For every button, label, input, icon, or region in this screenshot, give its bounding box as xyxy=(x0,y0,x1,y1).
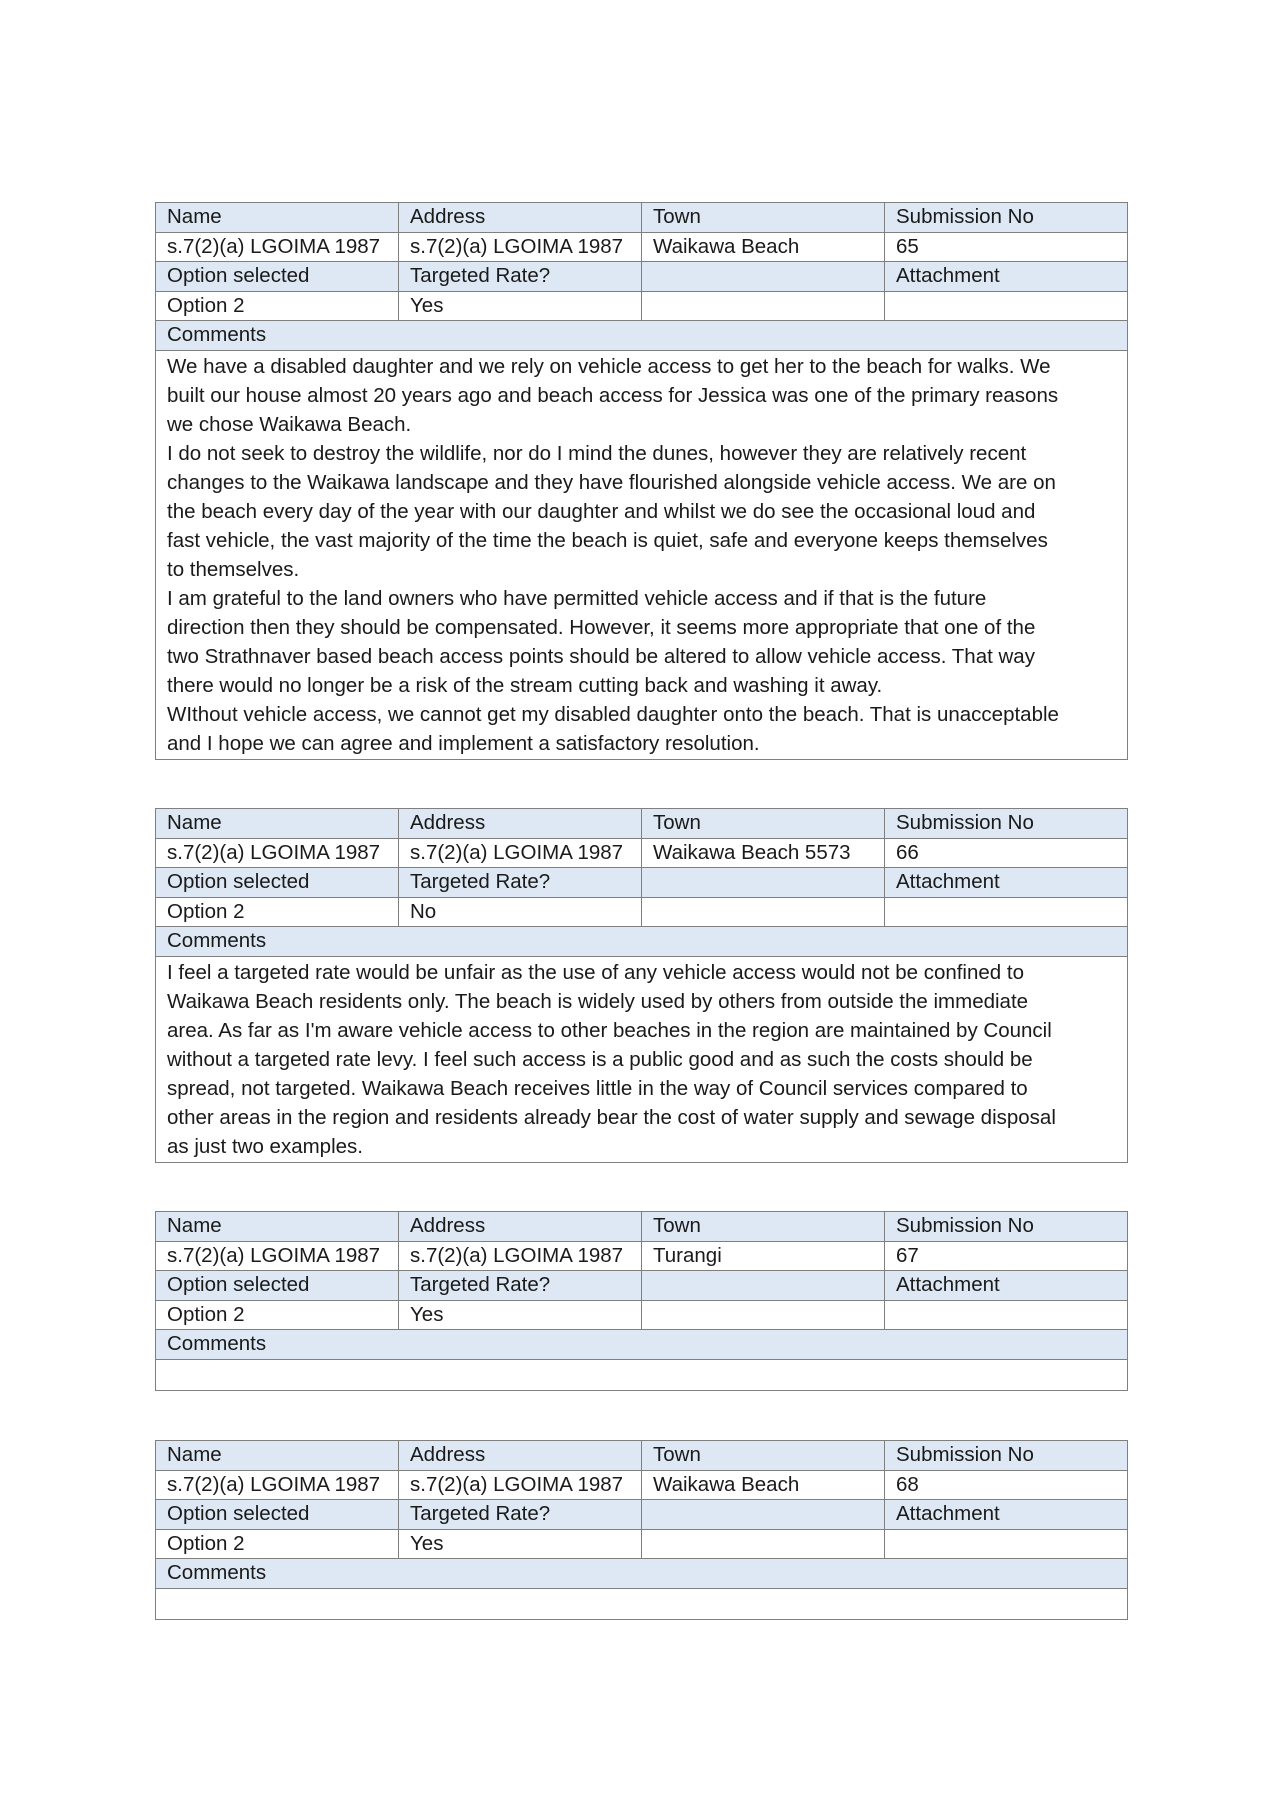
blank-value xyxy=(642,291,885,321)
option-header-row xyxy=(156,1271,1128,1301)
comments-row xyxy=(156,350,1128,759)
comments-row xyxy=(156,956,1128,1162)
targeted-rate-value: Yes xyxy=(399,1300,642,1330)
option-selected-header: Option selected xyxy=(156,868,399,898)
name-header: Name xyxy=(156,1212,399,1242)
value-row xyxy=(156,232,1128,262)
comments-text: I feel a targeted rate would be unfair as the use of any vehicle access would not be confined to Waikawa Beach residents only. The beach is widely used by others from outside the immediate area. As far as I'm aware vehicle access to other beaches in the region are maintained by Council without a targeted rate levy. I feel such access is a public good and as such the costs should be spread, not targeted. Waikawa Beach receives little in the way of Council services compared to other areas in the region and residents already bear the cost of water supply and sewage disposal as just two examples. xyxy=(156,956,1128,1162)
name-header: Name xyxy=(156,1441,399,1471)
option-selected-value: Option 2 xyxy=(156,291,399,321)
comments-label: Comments xyxy=(156,1330,1128,1360)
comments-text xyxy=(156,1588,1128,1620)
submission-table xyxy=(155,1440,1128,1620)
submission-no-header: Submission No xyxy=(885,203,1128,233)
attachment-header: Attachment xyxy=(885,1500,1128,1530)
submission-no-header: Submission No xyxy=(885,809,1128,839)
submission-no-value: 67 xyxy=(885,1241,1128,1271)
name-value: s.7(2)(a) LGOIMA 1987 xyxy=(156,1470,399,1500)
option-selected-header: Option selected xyxy=(156,262,399,292)
town-value: Waikawa Beach xyxy=(642,232,885,262)
attachment-header: Attachment xyxy=(885,262,1128,292)
comments-label: Comments xyxy=(156,1559,1128,1589)
option-selected-value: Option 2 xyxy=(156,1529,399,1559)
targeted-rate-header: Targeted Rate? xyxy=(399,1271,642,1301)
address-value: s.7(2)(a) LGOIMA 1987 xyxy=(399,838,642,868)
option-selected-value: Option 2 xyxy=(156,1300,399,1330)
comments-header-row xyxy=(156,1559,1128,1589)
town-value: Turangi xyxy=(642,1241,885,1271)
name-header: Name xyxy=(156,809,399,839)
option-selected-value: Option 2 xyxy=(156,897,399,927)
address-value: s.7(2)(a) LGOIMA 1987 xyxy=(399,232,642,262)
comments-header-row xyxy=(156,321,1128,351)
targeted-rate-value: No xyxy=(399,897,642,927)
targeted-rate-value: Yes xyxy=(399,291,642,321)
option-value-row xyxy=(156,1529,1128,1559)
submission-no-header: Submission No xyxy=(885,1212,1128,1242)
submission-no-value: 65 xyxy=(885,232,1128,262)
option-value-row xyxy=(156,1300,1128,1330)
town-header: Town xyxy=(642,809,885,839)
comments-text xyxy=(156,1359,1128,1391)
value-row xyxy=(156,1241,1128,1271)
targeted-rate-header: Targeted Rate? xyxy=(399,262,642,292)
town-header: Town xyxy=(642,1441,885,1471)
comments-row xyxy=(156,1588,1128,1620)
name-value: s.7(2)(a) LGOIMA 1987 xyxy=(156,838,399,868)
comments-label: Comments xyxy=(156,927,1128,957)
name-header: Name xyxy=(156,203,399,233)
comments-row xyxy=(156,1359,1128,1391)
blank-value xyxy=(642,1529,885,1559)
header-row xyxy=(156,1212,1128,1242)
attachment-value xyxy=(885,897,1128,927)
comments-header-row xyxy=(156,927,1128,957)
attachment-value xyxy=(885,291,1128,321)
town-header: Town xyxy=(642,203,885,233)
address-value: s.7(2)(a) LGOIMA 1987 xyxy=(399,1241,642,1271)
targeted-rate-header: Targeted Rate? xyxy=(399,1500,642,1530)
header-row xyxy=(156,1441,1128,1471)
header-row xyxy=(156,203,1128,233)
address-header: Address xyxy=(399,809,642,839)
address-header: Address xyxy=(399,203,642,233)
blank-value xyxy=(642,897,885,927)
targeted-rate-header: Targeted Rate? xyxy=(399,868,642,898)
blank-header xyxy=(642,262,885,292)
address-header: Address xyxy=(399,1441,642,1471)
attachment-header: Attachment xyxy=(885,868,1128,898)
comments-header-row xyxy=(156,1330,1128,1360)
submission-table xyxy=(155,202,1128,760)
name-value: s.7(2)(a) LGOIMA 1987 xyxy=(156,1241,399,1271)
submission-table xyxy=(155,808,1128,1163)
blank-header xyxy=(642,868,885,898)
name-value: s.7(2)(a) LGOIMA 1987 xyxy=(156,232,399,262)
attachment-value xyxy=(885,1529,1128,1559)
option-header-row xyxy=(156,1500,1128,1530)
attachment-value xyxy=(885,1300,1128,1330)
comments-text: We have a disabled daughter and we rely on vehicle access to get her to the beach for walks. We built our house almost 20 years ago and beach access for Jessica was one of the primary reasons we chose Waikawa Beach. I do not seek to destroy the wildlife, nor do I mind the dunes, however they are relatively recent changes to the Waikawa landscape and they have flourished alongside vehicle access. We are on the beach every day of the year with our daughter and whilst we do see the occasional loud and fast vehicle, the vast majority of the time the beach is quiet, safe and everyone keeps themselves to themselves. I am grateful to the land owners who have permitted vehicle access and if that is the future direction then they should be compensated. However, it seems more appropriate that one of the two Strathnaver based beach access points should be altered to allow vehicle access. That way there would no longer be a risk of the stream cutting back and washing it away. WIthout vehicle access, we cannot get my disabled daughter onto the beach. That is unacceptable and I hope we can agree and implement a satisfactory resolution. xyxy=(156,350,1128,759)
submission-no-value: 66 xyxy=(885,838,1128,868)
value-row xyxy=(156,1470,1128,1500)
option-value-row xyxy=(156,897,1128,927)
town-value: Waikawa Beach 5573 xyxy=(642,838,885,868)
blank-value xyxy=(642,1300,885,1330)
submission-no-value: 68 xyxy=(885,1470,1128,1500)
blank-header xyxy=(642,1500,885,1530)
comments-label: Comments xyxy=(156,321,1128,351)
address-value: s.7(2)(a) LGOIMA 1987 xyxy=(399,1470,642,1500)
option-selected-header: Option selected xyxy=(156,1271,399,1301)
town-value: Waikawa Beach xyxy=(642,1470,885,1500)
option-header-row xyxy=(156,868,1128,898)
option-value-row xyxy=(156,291,1128,321)
value-row xyxy=(156,838,1128,868)
targeted-rate-value: Yes xyxy=(399,1529,642,1559)
address-header: Address xyxy=(399,1212,642,1242)
option-header-row xyxy=(156,262,1128,292)
header-row xyxy=(156,809,1128,839)
blank-header xyxy=(642,1271,885,1301)
attachment-header: Attachment xyxy=(885,1271,1128,1301)
town-header: Town xyxy=(642,1212,885,1242)
submission-no-header: Submission No xyxy=(885,1441,1128,1471)
submission-table xyxy=(155,1211,1128,1391)
option-selected-header: Option selected xyxy=(156,1500,399,1530)
